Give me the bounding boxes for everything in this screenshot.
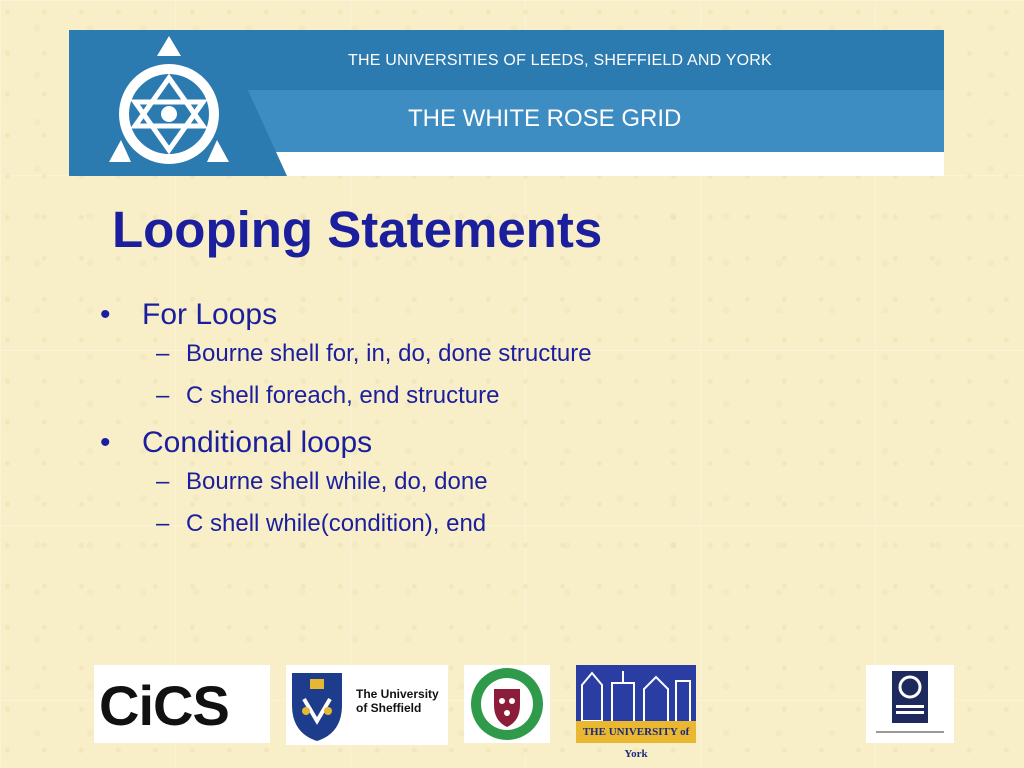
banner-universities-text: THE UNIVERSITIES OF LEEDS, SHEFFIELD AND YORK	[348, 52, 772, 69]
white-rose-emblem-icon	[99, 34, 239, 170]
slide-title: Looping Statements	[112, 201, 603, 258]
bullet-text: For Loops	[142, 298, 278, 331]
dash-marker: –	[156, 340, 170, 367]
white-rose-grid-banner	[69, 30, 944, 176]
leeds-logo	[464, 665, 550, 743]
sheffield-logo	[286, 665, 448, 745]
bullet-marker: •	[100, 298, 111, 331]
cics-logo-text: CiCS	[99, 674, 229, 737]
yorkshire-forward-logo	[866, 665, 954, 743]
cics-logo	[94, 665, 270, 743]
sub-bullet-text: Bourne shell for, in, do, done structure	[186, 340, 592, 367]
york-logo	[576, 665, 696, 760]
dash-marker: –	[156, 510, 170, 537]
banner-grid-title: THE WHITE ROSE GRID	[408, 105, 682, 132]
dash-marker: –	[156, 382, 170, 409]
bullet-marker: •	[100, 426, 111, 459]
sub-bullet-text: C shell while(condition), end	[186, 510, 487, 537]
sub-bullet-text: C shell foreach, end structure	[186, 382, 500, 409]
dash-marker: –	[156, 468, 170, 495]
sub-bullet-text: Bourne shell while, do, done	[186, 468, 488, 495]
york-logo-text: THE UNIVERSITY of York	[576, 721, 696, 743]
york-buildings-icon	[576, 665, 696, 721]
leeds-crest-icon	[464, 665, 550, 743]
sheffield-crest-icon	[286, 665, 348, 745]
bullet-text: Conditional loops	[142, 426, 373, 459]
yorkshire-forward-icon	[866, 665, 954, 743]
sheffield-logo-text: The University of Sheffield	[356, 687, 439, 715]
